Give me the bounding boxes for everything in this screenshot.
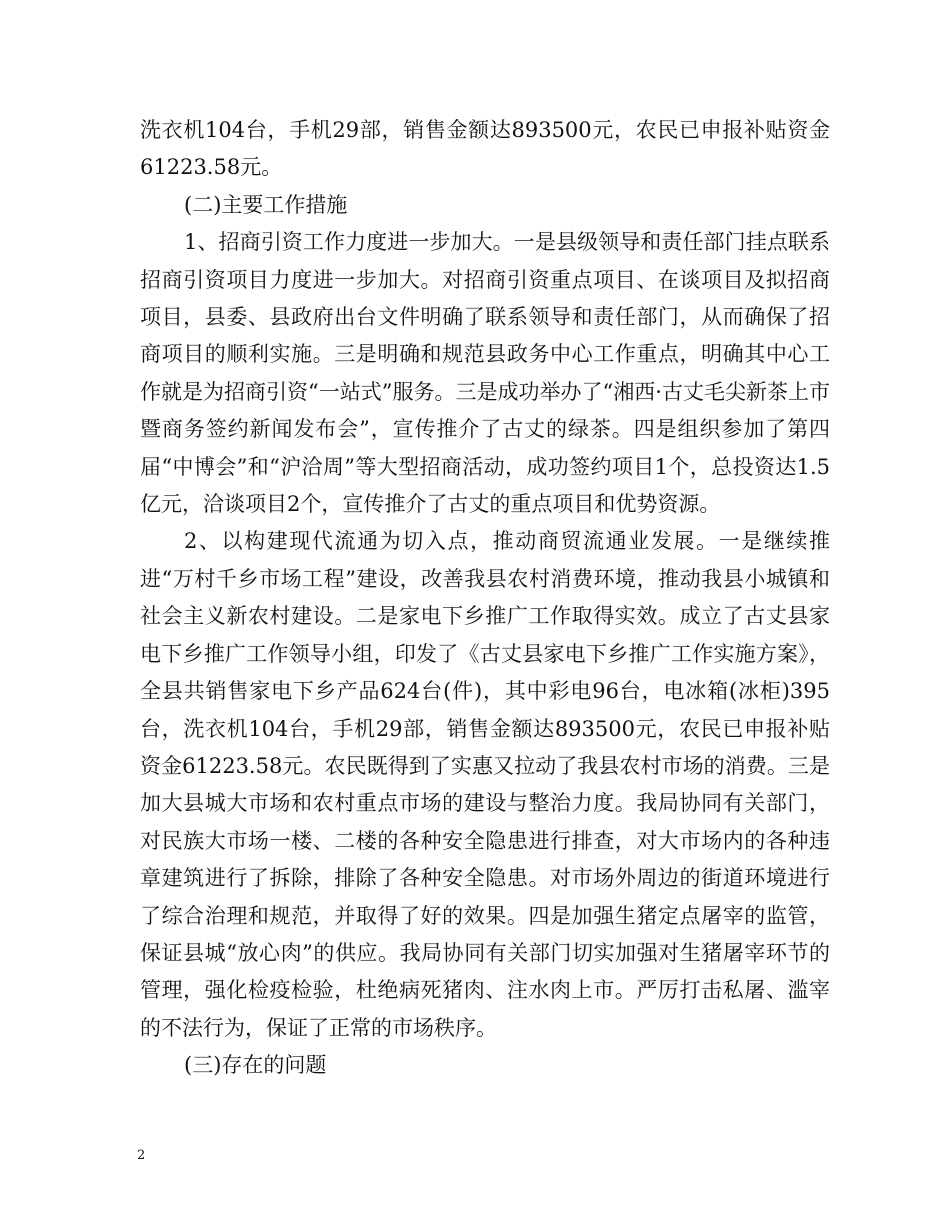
section-heading-problems: (三)存在的问题 [184, 1053, 327, 1078]
page-number: 2 [137, 1148, 146, 1163]
paragraph-continuation: 洗衣机104台，手机29部，销售金额达893500元，农民已申报补贴资金61223.58元。 [140, 118, 830, 180]
document-body [140, 112, 830, 1085]
paragraph-commerce: 2、以构建现代流通为切入点，推动商贸流通业发展。一是继续推进“万村千乡市场工程”建设，改善我县农村消费环境，推动我县小城镇和社会主义新农村建设。二是家电下乡推广工作取得实效。成立了古丈县家电下乡推广工作领导小组，印发了《古丈县家电下乡推广工作实施方案》，全县共销售家电下乡产品624台(件)，其中彩电96台，电冰箱(冰柜)395台，洗衣机104台，手机29部，销售金额达893500元，农民已申报补贴资金61223.58元。农民既得到了实惠又拉动了我县农村市场的消费。三是加大县城大市场和农村重点市场的建设与整治力度。我局协同有关部门，对民族大市场一楼、二楼的各种安全隐患进行排查，对大市场内的各种违章建筑进行了拆除，排除了各种安全隐患。对市场外周边的街道环境进行了综合治理和规范，并取得了好的效果。四是加强生猪定点屠宰的监管，保证县城“放心肉”的供应。我局协同有关部门切实加强对生猪屠宰环节的管理，强化检疫检验，杜绝病死猪肉、注水肉上市。严厉打击私屠、滥宰的不法行为，保证了正常的市场秩序。 [140, 529, 830, 1040]
section-heading-measures: (二)主要工作措施 [184, 192, 348, 217]
paragraph-investment: 1、招商引资工作力度进一步加大。一是县级领导和责任部门挂点联系招商引资项目力度进一步加大。对招商引资重点项目、在谈项目及拟招商项目，县委、县政府出台文件明确了联系领导和责任部门，从而确保了招商项目的顺利实施。三是明确和规范县政务中心工作重点，明确其中心工作就是为招商引资“一站式”服务。三是成功举办了“湘西·古丈毛尖新茶上市暨商务签约新闻发布会”，宣传推介了古丈的绿茶。四是组织参加了第四届“中博会”和“沪洽周”等大型招商活动，成功签约项目1个，总投资达1.5亿元，洽谈项目2个，宣传推介了古丈的重点项目和优势资源。 [140, 230, 830, 517]
